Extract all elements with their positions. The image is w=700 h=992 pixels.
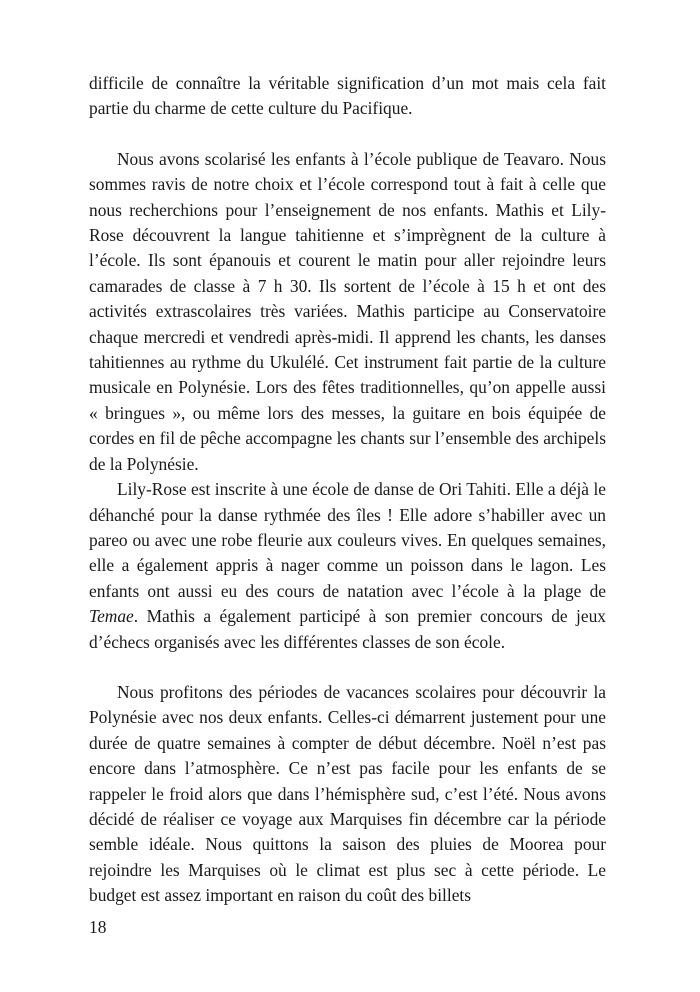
page-number: 18: [89, 917, 107, 937]
paragraph-3: [89, 477, 606, 655]
page-body: [89, 71, 606, 909]
paragraph-3-text-b: . Mathis a également participé à son premier concours de jeux d’échecs organisés avec les différentes classes de son école.: [89, 606, 606, 652]
paragraph-1: difficile de connaître la véritable signification d’un mot mais cela fait partie du charme de cette culture du Pacifique.: [89, 73, 606, 119]
paragraph-3-text-a: Lily-Rose est inscrite à une école de danse de Ori Tahiti. Elle a déjà le déhanché pour la danse rythmée des îles ! Elle adore s’habiller avec un pareo ou avec une robe fleurie aux couleurs vives. En quelques semaines, elle a également appris à nager comme un poisson dans le lagon. Les enfants ont aussi eu des cours de natation avec l’école à la plage de: [89, 479, 606, 601]
paragraph-3-italic-place: Temae: [89, 606, 134, 627]
paragraph-2: Nous avons scolarisé les enfants à l’école publique de Teavaro. Nous sommes ravis de notre choix et l’école correspond tout à fait à celle que nous recherchions pour l’enseignement de nos enfants. Mathis et Lily-Rose découvrent la langue tahitienne et s’imprègnent de la culture à l’école. Ils sont épanouis et courent le matin pour aller rejoindre leurs camarades de classe à 7 h 30. Ils sortent de l’école à 15 h et ont des activités extrascolaires très variées. Mathis participe au Conservatoire chaque mercredi et vendredi après-midi. Il apprend les chants, les danses tahitiennes au rythme du Ukulélé. Cet instrument fait partie de la culture musicale en Polynésie. Lors des fêtes traditionnelles, qu’on appelle aussi « bringues », ou même lors des messes, la guitare en bois équipée de cordes en fil de pêche accompagne les chants sur l’ensemble des archipels de la Polynésie.: [89, 148, 606, 474]
paragraph-4: Nous profitons des périodes de vacances scolaires pour découvrir la Polynésie avec nos deux enfants. Celles-ci démarrent justement pour une durée de quatre semaines à compter de début décembre. Noël n’est pas encore dans l’atmosphère. Ce n’est pas facile pour les enfants de se rappeler le froid alors que dans l’hémisphère sud, c’est l’été. Nous avons décidé de réaliser ce voyage aux Marquises fin décembre car la période semble idéale. Nous quittons la saison des pluies de Moorea pour rejoindre les Marquises où le climat est plus sec à cette période. Le budget est assez important en raison du coût des billets: [89, 681, 606, 906]
